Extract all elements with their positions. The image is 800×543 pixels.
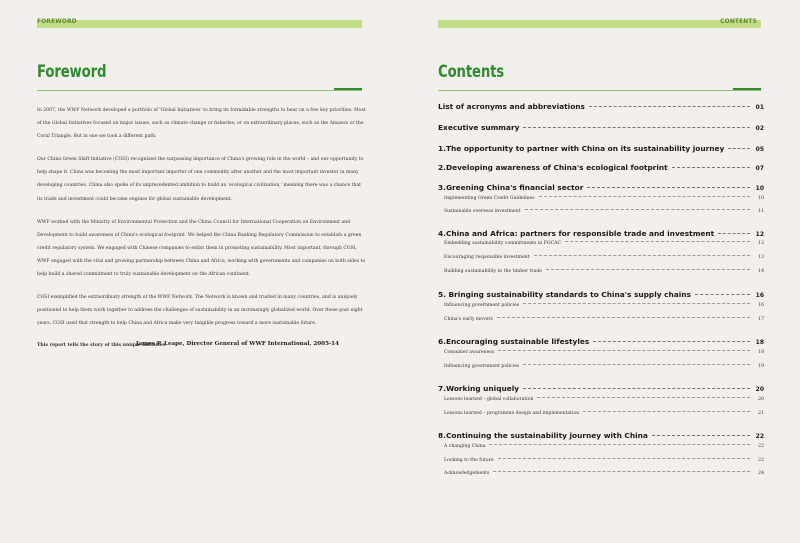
toc-page-number: 16 bbox=[755, 292, 764, 299]
toc-entry[interactable] bbox=[438, 123, 764, 132]
toc-leader-dots bbox=[587, 187, 750, 188]
toc-page-number: 22 bbox=[758, 444, 764, 449]
toc-leader-dots bbox=[493, 471, 750, 472]
toc-page-number: 19 bbox=[758, 364, 764, 369]
toc-entry-label: A changing China bbox=[444, 444, 486, 449]
toc-leader-dots bbox=[537, 397, 750, 398]
toc-page-number: 24 bbox=[758, 471, 764, 476]
toc-leader-dots bbox=[546, 269, 750, 270]
toc-page-number: 10 bbox=[755, 185, 764, 192]
toc-subentry[interactable] bbox=[438, 317, 764, 322]
foreword-title: Foreword bbox=[37, 62, 107, 82]
toc-page-number: 01 bbox=[755, 104, 764, 111]
toc-entry-label: Lessons learned – global collaboration bbox=[444, 397, 534, 402]
toc-page-number: 22 bbox=[758, 458, 764, 463]
toc-leader-dots bbox=[497, 317, 750, 318]
toc-leader-dots bbox=[593, 341, 750, 342]
toc-page-number: 18 bbox=[758, 350, 764, 355]
foreword-header-label: FOREWORD bbox=[37, 17, 77, 25]
foreword-divider bbox=[37, 90, 362, 91]
toc-entry[interactable] bbox=[438, 163, 764, 172]
contents-header-label: CONTENTS bbox=[720, 17, 757, 25]
toc-subentry[interactable] bbox=[438, 255, 764, 260]
toc-entry-label: Executive summary bbox=[438, 123, 520, 132]
toc-page-number: 05 bbox=[755, 146, 764, 153]
toc-entry-label: Acknowledgements bbox=[444, 471, 490, 476]
toc-entry-label: 2.Developing awareness of China's ecological footprint bbox=[438, 163, 668, 172]
toc-entry-label: 1.The opportunity to partner with China on its sustainability journey bbox=[438, 144, 725, 153]
toc-entry-label: 8.Continuing the sustainability journey with China bbox=[438, 431, 648, 440]
toc-entry-label: Lessons learned – programme design and implementation bbox=[444, 411, 580, 416]
toc-entry[interactable] bbox=[438, 290, 764, 299]
toc-page-number: 14 bbox=[758, 269, 764, 274]
toc-page-number: 07 bbox=[755, 165, 764, 172]
toc-page-number: 12 bbox=[758, 241, 764, 246]
toc-subentry[interactable] bbox=[438, 209, 764, 214]
toc-entry[interactable] bbox=[438, 102, 764, 111]
foreword-paragraph: CGSI exemplified the extraordinary strength of the WWF Network. The Network is known and trusted in many countries, and is uniquely positioned to help them work together to address the challenges of sustainability in an increasingly globalized world. Over these past eight years, CGSI used that strength to help China and Africa make very tangible progress toward a more sustainable future. bbox=[37, 295, 363, 327]
foreword-header-bar bbox=[37, 17, 362, 28]
toc-leader-dots bbox=[539, 196, 750, 197]
foreword-closing: This report tells the story of this unique initiative. bbox=[37, 343, 167, 349]
toc-page-number: 16 bbox=[758, 303, 764, 308]
toc-page-number: 12 bbox=[755, 231, 764, 238]
toc-leader-dots bbox=[565, 241, 750, 242]
contents-header-bar bbox=[438, 17, 761, 28]
toc-leader-dots bbox=[523, 127, 750, 128]
toc-entry[interactable] bbox=[438, 431, 764, 440]
foreword-divider-accent bbox=[334, 88, 362, 90]
toc-leader-dots bbox=[695, 294, 750, 295]
toc-leader-dots bbox=[534, 255, 751, 256]
toc-leader-dots bbox=[498, 458, 750, 459]
toc-leader-dots bbox=[728, 148, 750, 149]
toc-entry[interactable] bbox=[438, 384, 764, 393]
toc-page-number: 18 bbox=[755, 339, 764, 346]
toc-entry-label: 7.Working uniquely bbox=[438, 384, 520, 393]
toc-subentry[interactable] bbox=[438, 241, 764, 246]
toc-entry[interactable] bbox=[438, 337, 764, 346]
foreword-body bbox=[37, 104, 367, 353]
toc-leader-dots bbox=[583, 411, 750, 412]
toc-entry-label: Encouraging responsible investment bbox=[444, 255, 530, 260]
toc-entry-label: 4.China and Africa: partners for responsible trade and investment bbox=[438, 229, 715, 238]
toc-entry-label: Embedding sustainability commitments in FOCAC bbox=[444, 241, 562, 246]
toc-entry-label: 3.Greening China's financial sector bbox=[438, 183, 584, 192]
toc-page-number: 20 bbox=[758, 397, 764, 402]
toc-leader-dots bbox=[672, 167, 750, 168]
toc-entry-label: 6.Encouraging sustainable lifestyles bbox=[438, 337, 590, 346]
foreword-paragraph: In 2007, the WWF Network developed a portfolio of 'Global Initiatives' to bring its formidable strengths to bear on a few key priorities. Most of the Global Initiatives focused on major issues, such as climate change or fisheries; or on extraordinary places, such as the Amazon or the Coral Triangle. But in one we took a different path. bbox=[37, 108, 366, 140]
toc-subentry[interactable] bbox=[438, 350, 764, 355]
toc-subentry[interactable] bbox=[438, 397, 764, 402]
toc-leader-dots bbox=[523, 388, 750, 389]
toc-leader-dots bbox=[489, 444, 750, 445]
toc-entry-label: 5. Bringing sustainability standards to China's supply chains bbox=[438, 290, 691, 299]
toc-subentry[interactable] bbox=[438, 364, 764, 369]
toc-page-number: 02 bbox=[755, 125, 764, 132]
toc-leader-dots bbox=[652, 435, 750, 436]
toc-subentry[interactable] bbox=[438, 411, 764, 416]
foreword-signature: James P. Leape, Director General of WWF International, 2005-14 bbox=[136, 341, 340, 347]
toc-leader-dots bbox=[589, 106, 750, 107]
toc-entry[interactable] bbox=[438, 183, 764, 192]
toc-entry-label: Influencing government policies bbox=[444, 364, 520, 369]
foreword-paragraph: Our China Green Shift Initiative (CGSI) recognized the surpassing importance of China's growing role in the world – and our opportunity to help shape it. China was becoming the most important importer of one commodity after another and the most important investor in many developing countries. China also spoke of its unprecedented ambition to build an 'ecological civilization,' meaning there was a chance that its trade and investment could become engines for global sustainable development. bbox=[37, 157, 364, 202]
toc-leader-dots bbox=[523, 364, 750, 365]
contents-divider bbox=[438, 90, 761, 91]
toc-page-number: 22 bbox=[755, 433, 764, 440]
toc-subentry[interactable] bbox=[438, 196, 764, 201]
toc-leader-dots bbox=[718, 233, 750, 234]
toc-page-number: 13 bbox=[758, 255, 764, 260]
toc-subentry[interactable] bbox=[438, 444, 764, 449]
toc-entry-label: Building sustainability in the timber trade bbox=[444, 269, 543, 274]
toc-leader-dots bbox=[498, 350, 750, 351]
toc-subentry[interactable] bbox=[438, 269, 764, 274]
toc-page-number: 11 bbox=[758, 209, 764, 214]
foreword-paragraph: WWF worked with the Ministry of Environmental Protection and the China Council for International Cooperation on Environment and Development to build awareness of China's ecological footprint. We helped the China Banking Regulatory Commission to establish a green credit regulatory system. We engaged with Chinese companies to enlist them in promoting sustainability. Most important, through CGSI, WWF engaged with the vital and growing partnership between China and Africa, working with governments and companies on both sides to help build a shared commitment to truly sustainable development on the African continent. bbox=[37, 219, 366, 278]
toc-entry-label: Looking to the future bbox=[444, 458, 494, 463]
toc-subentry[interactable] bbox=[438, 458, 764, 463]
toc-page-number: 20 bbox=[755, 386, 764, 393]
toc-leader-dots bbox=[523, 303, 750, 304]
toc-entry-label: Implementing Green Credit Guidelines bbox=[444, 196, 535, 201]
toc-entry-label: Influencing government policies bbox=[444, 303, 520, 308]
toc-leader-dots bbox=[525, 209, 750, 210]
toc-subentry[interactable] bbox=[438, 303, 764, 308]
toc-entry-label: Sustainable overseas investment bbox=[444, 209, 521, 214]
toc-page-number: 10 bbox=[758, 196, 764, 201]
toc-page-number: 21 bbox=[758, 411, 764, 416]
toc-entry[interactable] bbox=[438, 229, 764, 238]
contents-divider-accent bbox=[733, 88, 761, 90]
toc-page-number: 17 bbox=[758, 317, 764, 322]
toc-subentry[interactable] bbox=[438, 471, 764, 476]
contents-title: Contents bbox=[438, 62, 505, 82]
toc-entry-label: China's early movers bbox=[444, 317, 493, 322]
toc-entry-label: List of acronyms and abbreviations bbox=[438, 102, 585, 111]
toc-entry-label: Consumer awareness bbox=[444, 350, 495, 355]
toc-entry[interactable] bbox=[438, 144, 764, 153]
